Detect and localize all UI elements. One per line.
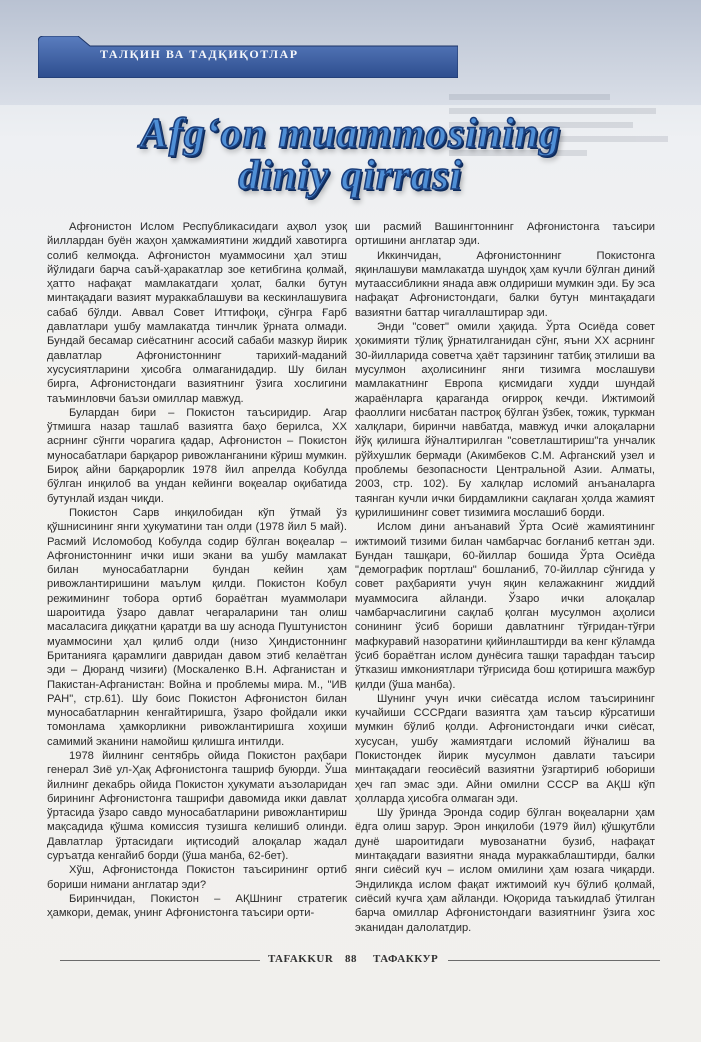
paragraph: Иккинчидан, Афғонистоннинг Покистонга яқинлашуви мамлакатда шундоқ ҳам кучли бўлган диний мутаассибликни янада авж олдириши мумкин эди. Бу эса нафақат Афғонистондаги, балки бутун минтақадаги вазиятни баттар чигаллаштирар эди. (355, 249, 655, 319)
footer-rule-left (60, 960, 260, 961)
text-column-left (47, 220, 347, 921)
footer-rule-right (448, 960, 660, 961)
paragraph: Шунинг учун ички сиёсатда ислом таъсирининг кучайиши СССРдаги вазиятга ҳам таъсир кўрсатиши мумкин бўлиб қолди. Афғонистондаги ички сиёсат, хусусан, ушбу жамиятдаги исломий йўналиш ва Покистондек йирик мусулмон давлати таъсири минтақадаги геосиёсий вазиятни ўзгартириб юбориши ҳеч гап эмас эди. Айни омилни СССР ва АҚШ кўп ҳолларда ҳисобга олмаган эди. (355, 692, 655, 805)
text-column-right (355, 220, 655, 935)
page-footer (60, 953, 660, 969)
paragraph: Афғонистон Ислом Республикасидаги аҳвол узоқ йиллардан буён жаҳон ҳамжамиятини жиддий хавотирга солиб келмоқда. Афғонистон муаммосини ҳал этиш йўлидаги барча саъй-ҳаракатлар зое кетибгина қолмай, ҳатто нафақат мамлакатдаги ҳолат, балки бутун минтақадаги вазият мураккаблашуви ва кескинлашувига сабаб бўлди. Аввал Совет Иттифоқи, сўнгра Ғарб давлатлари ушбу мамлакатда тинчлик ўрната олмади. Бундай бесамар сиёсатнинг асосий сабаби мазкур йирик давлатлар Афғонистоннинг тарихий-маданий хусусиятларини ҳисобга олмаганидадир. Шу билан бирга, Афғонистондаги вазиятнинг ўзига хослигини таъминловчи баъзи омиллар мавжуд. (47, 221, 347, 405)
footer-magazine-cyrillic: ТАФАККУР (373, 953, 439, 965)
paragraph: Покистон Сарв инқилобидан кўп ўтмай ўз қўшнисининг янги ҳукуматини тан олди (1978 йил 5 май). Расмий Исломобод Кобулда содир бўлган воқеалар – Афғонистоннинг ички иши экани ва ушбу мамлакат билан муносабатларни бундан кейин ҳам ривожлантиришини маълум қилди. Покистон Кобул режимининг тобора ортиб бораётган муаммолари шароитида ўзаро давлат чегараларини тан олиш масаласига диққатни қаратди ва шу аснода Пуштунистон муаммосини ҳал қилиб олди (низо Ҳиндистоннинг Британияга қарамлиги давридан давом этиб келаётган эди – Дюранд чизиғи) (Москаленко В.Н. Афганистан и Пакистан-Афганистан: Война и проблемы мира. М., "ИВ РАН", стр.61). Шу боис Покистон Афғонистон билан муносабатларнин кенгайтиришга, ўзаро фойдали икки томонлама ҳамкорликни ривожлантиришга хоҳиши самимий эканини намойиш қилишга интилди. (47, 506, 347, 748)
paragraph: Биринчидан, Покистон – АҚШнинг стратегик ҳамкори, демак, унинг Афғонистонга таъсири орти- (47, 892, 347, 920)
paragraph: Энди "совет" омили ҳақида. Ўрта Осиёда совет ҳокимияти тўлиқ ўрнатилганидан сўнг, яъни ХХ асрнинг 30-йилларида советча ҳаёт тарзининг татбиқ этилиши ва мусулмон аҳолисининг янги тизимга мослашуви мамлакатнинг Европа қисмидаги худди шундай жараёнларга қараганда оғирроқ кечди. Ижтимоий фаоллиги нисбатан пастроқ бўлган ўзбек, тожик, туркман халқлари, биринчи навбатда, мавжуд ички алоқаларни йўқ қилишга йўналтирилган "советлаштириш"га унчалик рўйхушлик бермади (Акимбеков С.М. Афганский узел и проблемы безопасности Центральной Азии. Алматы, 2003, стр. 102). Бу халқлар исломий анъаналарга таянган кучли ички бирдамликни сақлаган ҳолда жамият қурилишининг совет тизимига мослашиб борди. (355, 321, 655, 519)
page-number: 88 (345, 953, 357, 965)
paragraph: Хўш, Афғонистонда Покистон таъсирининг ортиб бориши нимани англатар эди? (47, 864, 347, 891)
paragraph: Шу ўринда Эронда содир бўлган воқеаларни ҳам ёдга олиш зарур. Эрон инқилоби (1979 йил) қўшқутбли дунё шароитидаги мувозанатни бузиб, нафақат минтақадаги вазиятни янада мураккаблаштирди, балки янги сиёсий куч – ислом омилини ҳам юзага чиқарди. Эндиликда ислом фақат ижтимоий куч бўлиб қолмай, сиёсий кучга ҳам айланди. Юқорида таъкидлаб ўтилган барча омиллар Афғонистондаги вазиятнинг ўзига хос эканидан далолатдир. (355, 807, 655, 934)
article-title-line-2: diniy qirrasi (238, 153, 463, 199)
paragraph: Булардан бири – Покистон таъсиридир. Агар ўтмишга назар ташлаб вазиятга баҳо берилса, ХХ асрнинг сўнгги чорагига қадар, Афғонистон – Покистон муносабатлари барқарор ривожланганини кўриш мумкин. Бироқ айни барқарорлик 1978 йил апрелда Кобулда бўлган инқилоб ва ундан кейинги воқеалар оқибатида бутунлай издан чиқди. (47, 406, 347, 505)
footer-magazine-latin: TAFAKKUR (268, 953, 334, 965)
paragraph: Ислом дини анъанавий Ўрта Осиё жамиятининг ижтимоий тизими билан чамбарчас боғланиб кетган эди. Бундан ташқари, 60-йиллар бошида Ўрта Осиёда "демографик портлаш" бошланиб, 70-йиллар сўнгида у совет раҳбарияти учун яқин келажакнинг жиддий муаммосига айланди. Ўзаро ички алоқалар чамбарчаслигини сақлаб қолган мусулмон аҳолиси сонининг ўсиб бориши давлатнинг тўғридан-тўғри мафкуравий назоратини қийинлаштирди ва кенг кўламда ўсиб бораётган ислом дунёсига ташқи тарафдан таъсир ўтказиш имкониятлари тўғрисида бош қотиришга мажбур қилди (ўша манба). (355, 521, 655, 691)
paragraph: ши расмий Вашингтоннинг Афғонистонга таъсири ортишини англатар эди. (355, 221, 655, 248)
paragraph: 1978 йилнинг сентябрь ойида Покистон раҳбари генерал Зиё ул-Ҳақ Афғонистонга ташриф буюрди. Ўша йилнинг декабрь ойида Покистон ҳукумати аъзоларидан бирининг Афғонистонга ташрифи давомида икки давлат ўртасида ўзаро савдо муносабатларини ривожлантириш мақсадида қўшма комиссия тузишга келишиб олинди. Давлатлар ўртасидаги иқтисодий алоқалар жадал суръатда кенгайиб борди (ўша манба, 62-бет). (47, 749, 347, 863)
section-label: ТАЛҚИН ВА ТАДҚИҚОТЛАР (100, 47, 299, 61)
article-title-line-1: Afg‘on muammosining (139, 111, 562, 157)
